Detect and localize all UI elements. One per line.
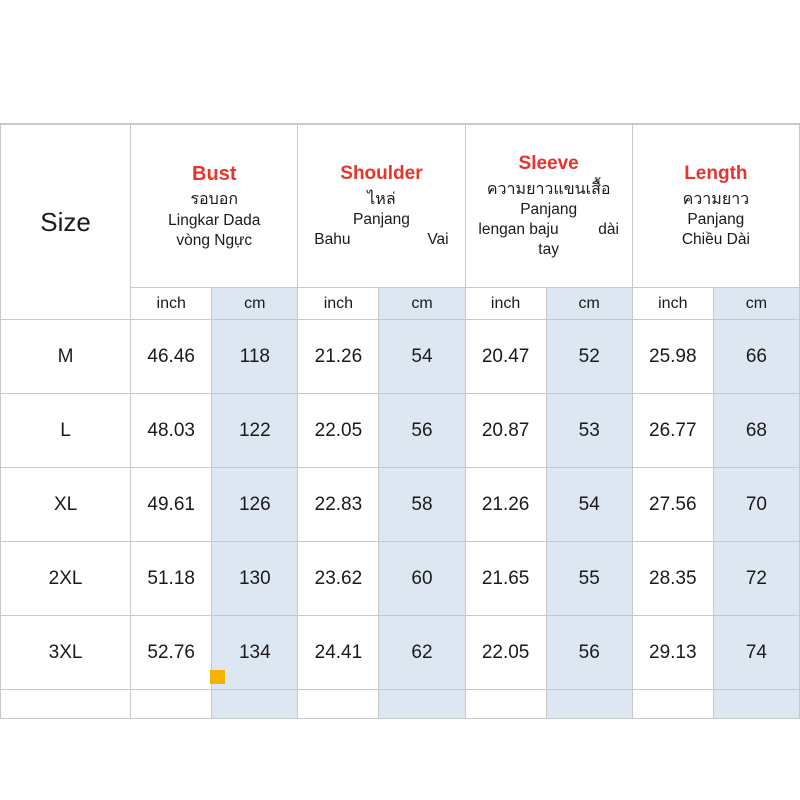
- cell-bust-cm: 130: [212, 542, 298, 616]
- unit-length-cm: cm: [713, 288, 799, 320]
- header-sleeve: [465, 125, 632, 288]
- unit-bust-inch: inch: [131, 288, 212, 320]
- cell-shoulder-inch: 23.62: [298, 542, 379, 616]
- header-bust-en: Bust: [192, 162, 237, 185]
- cell-length-cm: 68: [713, 394, 799, 468]
- cell-length-cm: 66: [713, 320, 799, 394]
- header-bust-th: รอบอก: [190, 191, 239, 209]
- table-row-partial: [1, 690, 800, 719]
- cell-bust-inch: 49.61: [131, 468, 212, 542]
- cell-partial: [632, 690, 713, 719]
- cell-bust-cm: 126: [212, 468, 298, 542]
- row-size: M: [1, 320, 131, 394]
- header-shoulder: [298, 125, 465, 288]
- header-size: Size: [1, 125, 131, 320]
- table-row: [1, 616, 800, 690]
- table-header-row: [1, 125, 800, 288]
- header-shoulder-en: Shoulder: [340, 163, 423, 185]
- cell-sleeve-inch: 21.26: [465, 468, 546, 542]
- cell-bust-inch: 48.03: [131, 394, 212, 468]
- cell-partial: [298, 690, 379, 719]
- cell-length-cm: 72: [713, 542, 799, 616]
- header-sleeve-th: ความยาวแขนเสื้อ: [486, 180, 611, 198]
- cell-partial-cm: [546, 690, 632, 719]
- header-shoulder-vi: Vai: [427, 230, 449, 248]
- header-sleeve-vi: dài: [598, 220, 619, 238]
- cell-sleeve-cm: 54: [546, 468, 632, 542]
- row-size-partial: [1, 690, 131, 719]
- cell-length-inch: 25.98: [632, 320, 713, 394]
- cell-partial-cm: [212, 690, 298, 719]
- cell-shoulder-inch: 22.83: [298, 468, 379, 542]
- cell-length-cm: 70: [713, 468, 799, 542]
- header-shoulder-th: ไหล่: [367, 190, 396, 208]
- header-shoulder-id: Panjang: [353, 211, 410, 229]
- cell-shoulder-cm: 62: [379, 616, 465, 690]
- header-sleeve-id2: lengan baju: [478, 220, 559, 238]
- table-row: [1, 394, 800, 468]
- header-sleeve-vi2: tay: [538, 240, 559, 258]
- cell-sleeve-cm: 55: [546, 542, 632, 616]
- header-length-en: Length: [684, 163, 748, 185]
- cell-sleeve-inch: 20.87: [465, 394, 546, 468]
- cell-partial: [465, 690, 546, 719]
- table-row: [1, 468, 800, 542]
- header-shoulder-id2: Bahu: [314, 230, 351, 248]
- cell-bust-cm: 118: [212, 320, 298, 394]
- header-bust-id: Lingkar Dada: [168, 211, 261, 229]
- unit-shoulder-cm: cm: [379, 288, 465, 320]
- cell-shoulder-cm: 56: [379, 394, 465, 468]
- unit-sleeve-cm: cm: [546, 288, 632, 320]
- cell-shoulder-inch: 21.26: [298, 320, 379, 394]
- cell-partial-cm: [379, 690, 465, 719]
- unit-shoulder-inch: inch: [298, 288, 379, 320]
- cell-length-inch: 28.35: [632, 542, 713, 616]
- cell-length-cm: 74: [713, 616, 799, 690]
- cell-partial-cm: [713, 690, 799, 719]
- header-length: [632, 125, 799, 288]
- cell-sleeve-cm: 56: [546, 616, 632, 690]
- table-row: [1, 542, 800, 616]
- header-sleeve-id: Panjang: [520, 201, 578, 219]
- cell-sleeve-inch: 21.65: [465, 542, 546, 616]
- cell-bust-inch: 46.46: [131, 320, 212, 394]
- header-bust: [131, 125, 298, 288]
- cell-shoulder-inch: 22.05: [298, 394, 379, 468]
- unit-sleeve-inch: inch: [465, 288, 546, 320]
- header-length-th: ความยาว: [682, 190, 750, 208]
- cell-bust-inch: 52.76: [131, 616, 212, 690]
- unit-bust-cm: cm: [212, 288, 298, 320]
- unit-length-inch: inch: [632, 288, 713, 320]
- row-size: 2XL: [1, 542, 131, 616]
- size-chart-table-wrapper: [0, 124, 800, 719]
- header-bust-vi: vòng Ngực: [176, 231, 253, 249]
- cell-sleeve-inch: 20.47: [465, 320, 546, 394]
- table-row: [1, 320, 800, 394]
- cell-shoulder-cm: 58: [379, 468, 465, 542]
- cell-bust-cm: 122: [212, 394, 298, 468]
- cell-partial: [131, 690, 212, 719]
- cell-sleeve-inch: 22.05: [465, 616, 546, 690]
- header-sleeve-en: Sleeve: [518, 153, 579, 175]
- header-length-id: Panjang: [687, 211, 745, 229]
- cell-sleeve-cm: 52: [546, 320, 632, 394]
- cell-length-inch: 29.13: [632, 616, 713, 690]
- row-size: XL: [1, 468, 131, 542]
- cell-length-inch: 27.56: [632, 468, 713, 542]
- yellow-marker: [210, 670, 225, 684]
- cell-length-inch: 26.77: [632, 394, 713, 468]
- cell-shoulder-cm: 54: [379, 320, 465, 394]
- row-size: L: [1, 394, 131, 468]
- cell-shoulder-inch: 24.41: [298, 616, 379, 690]
- row-size: 3XL: [1, 616, 131, 690]
- cell-shoulder-cm: 60: [379, 542, 465, 616]
- cell-sleeve-cm: 53: [546, 394, 632, 468]
- cell-bust-inch: 51.18: [131, 542, 212, 616]
- size-chart-table: [0, 124, 800, 719]
- header-length-vi: Chiều Dài: [681, 230, 750, 248]
- cell-bust-cm: 134: [212, 616, 298, 690]
